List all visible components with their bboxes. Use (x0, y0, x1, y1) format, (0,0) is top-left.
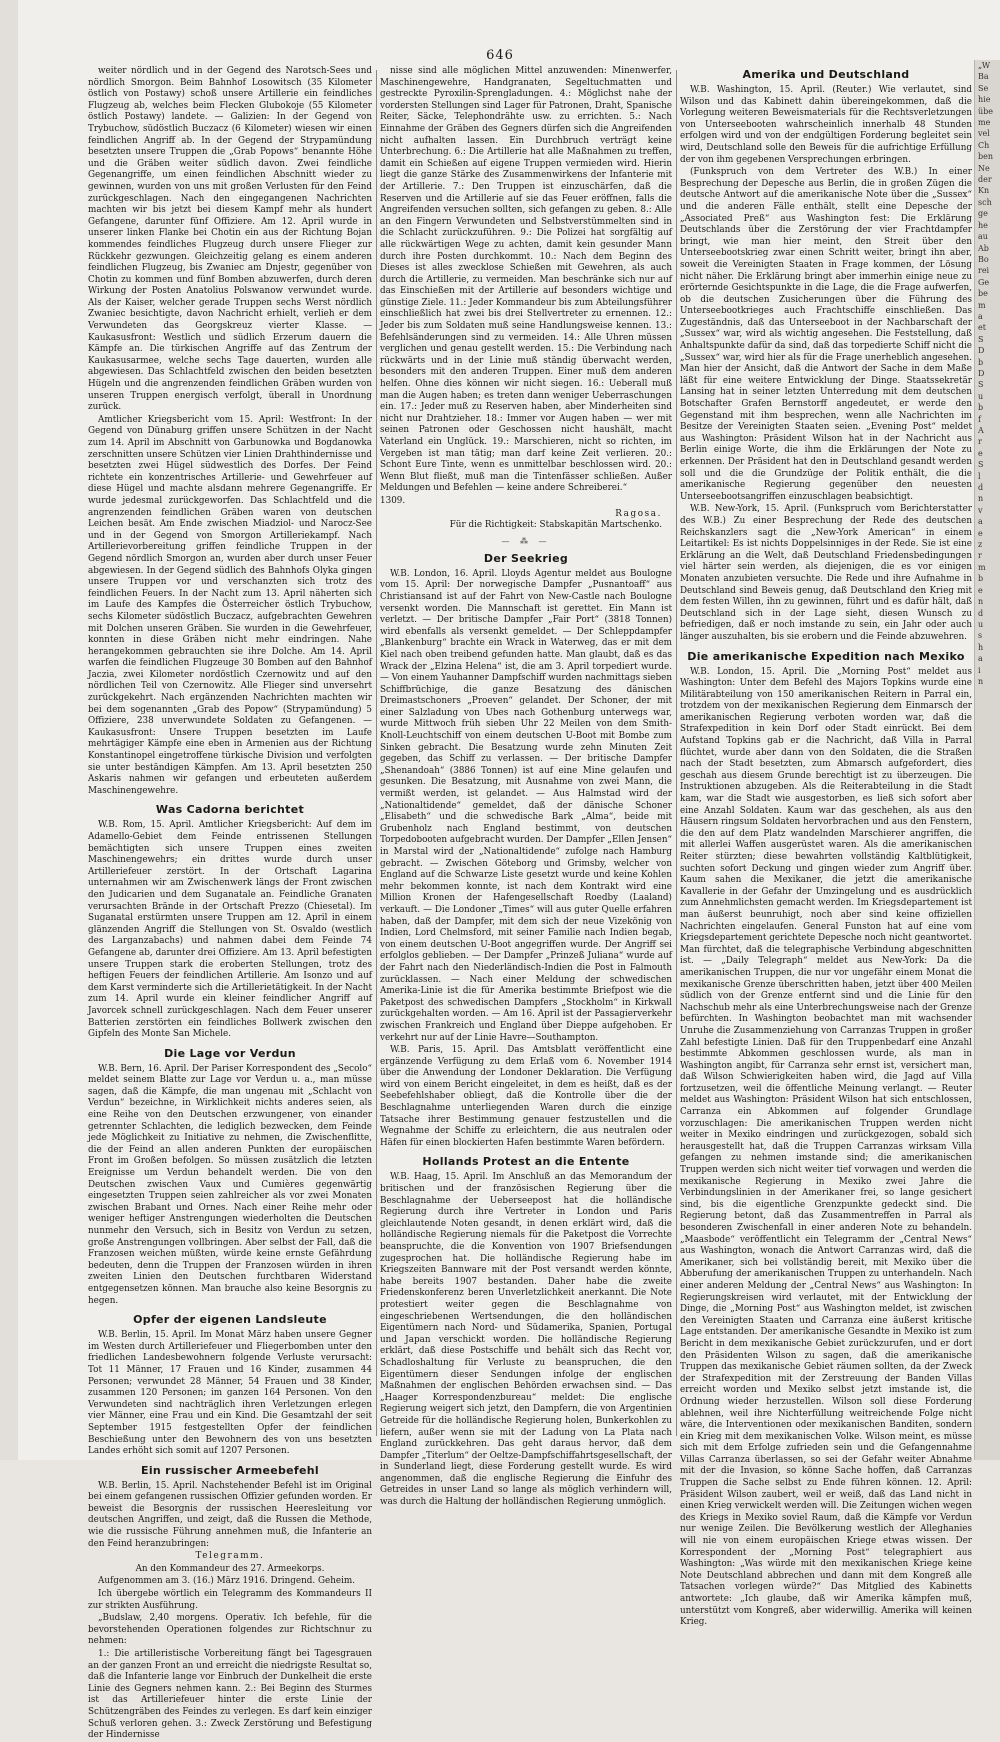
edge-fragment: u (978, 391, 984, 401)
column-1 (88, 66, 372, 1741)
article-text: W.B. Berlin, 15. April. Im Monat März haben unsere Gegner im Westen durch Artilleriefeuer und Fliegerbomben unter den friedlichen Landesbewohnern folgende Verluste verursacht: Tot 11 Männer, 17 Frauen und 16 Kinder, zusammen 44 Personen; verwundet 28 Männer, 54 Frauen und 38 Kinder, zusammen 120 Personen; im ganzen 164 Personen. Von den Verwundeten sind nachträglich ihren Verletzungen erlegen vier Männer, eine Frau und ein Kind. Die Gesamtzahl der seit September 1915 festgestellten Opfer der feindlichen Beschießung unter den Bewohnern des von uns besetzten Landes erhöht sich somit auf 1207 Personen. (88, 1330, 372, 1457)
edge-fragment: ge (978, 209, 988, 219)
article-text: weiter nördlich und in der Gegend des Narotsch-Sees und nördlich Smorgon. Beim Bahnhof Losowitsch (35 Kilometer östlich von Postawy) schoß unsere Artillerie ein feindliches Flugzeug ab, welches beim Flecken Glubokoje (55 Kilometer östlich Postawy) landete. — Galizien: In der Gegend von Trybuchow, südöstlich Buczacz (6 Kilometer) wiesen wir einen feindlichen Angriff ab. In der Gegend der Strypamündung besetzten unsere Truppen die „Grab Popows“ benannte Höhe und die Gräben weiter südlich davon. Zwei feindliche Gegenangriffe, um einen feindlichen Abschnitt wieder zu gewinnen, wurden von uns mit großen Verlusten für den Feind zurückgeschlagen. Nach den eingegangenen Nachrichten machten wir bis jetzt bei diesem Kampf mehr als hundert Gefangene, darunter fünf Offiziere. Am 12. April wurde in unserer linken Flanke bei Chotin ein aus der Richtung Bojan kommendes feindliches Flugzeug durch unsere Flieger zur Rückkehr gezwungen. Gleichzeitig gelang es einem anderen feindlichen Flugzeug, bis Zwaniec am Dnjestr, gegenüber von Chotin zu kommen und fünf Bomben abzuwerfen, durch deren Wirkung der Posten Anatolius Polswanow verwundet wurde. Als der Kaiser, welcher gerade Truppen sechs Werst nördlich Zwaniec besichtigte, davon Nachricht erhielt, verlieh er dem Verwundeten das Georgskreuz vierter Klasse. — Kaukasusfront: Westlich und südlich Erzerum dauern die Kämpfe an. Die türkischen Angriffe auf das Zentrum der Kaukasusarmee, welche sechs Tage dauerten, wurden alle abgewiesen. Das Schlachtfeld zwischen den beiden besetzten Hügeln und die angrenzenden feindlichen Gräben wurden von unseren Truppen energisch verfolgt, überall in Unordnung zurück. (88, 66, 372, 413)
telegram-line: Ich übergebe wörtlich ein Telegramm des Kommandeurs II zur strikten Ausführung. (88, 1589, 372, 1611)
edge-fragment: l (978, 471, 981, 481)
telegram-line: 1.: Die artilleristische Vorbereitung fängt bei Tagesgrauen an der ganzen Front an und erreicht die niedrigste Resultat so, daß die Infanterie lange vor Einbruch der Dunkelheit die erste Linie des Gegners nehmen kann. 2.: Bei Beginn des Sturmes ist das Artilleriefeuer hinter die erste Linie der Schützengräben des Feindes zu verlegen. Es darf kein einziger Schuß verloren gehen. 3.: Zweck Zerstörung und Befestigung der Hindernisse (88, 1649, 372, 1741)
article-text: W.B. Paris, 15. April. Das Amtsblatt veröffentlicht eine ergänzende Verfügung zu dem Erlaß vom 6. November 1914 über die Anwendung der Londoner Deklaration. Die Verfügung wird von einem Bericht eingeleitet, in dem es heißt, daß es der Seebefehlshaber obliegt, daß die Kontrolle über die der Beschlagnahme unterliegenden Waren durch die einzige Tatsache ihrer Bestimmung genauer festzustellen und die Wegnahme der Schiffe zu erleichtern, die aus neutralen oder Häfen für einen blockierten Hafen bestimmte Waren befördern. (380, 1045, 672, 1148)
headline-mexiko: Die amerikanische Expedition nach Mexiko (687, 649, 965, 663)
article-text: W.B. London, 15. April. Die „Morning Post“ meldet aus Washington: Unter dem Befehl des Majors Topkins wurde eine Militärabteilung von 150 amerikanischen Reitern in Parral ein, trotzdem von der mexikanischen Regierung dem Einmarsch der amerikanischen Regierung verboten worden war, daß die Strafexpedition in kein Dorf oder Stadt einrückt. Bei dem Aufstand Topkins gab er die Nachricht, daß Villa in Parral flüchtet, wurde aber dann von den Soldaten, die die Straßen nach der Stadt besetzten, zum Abmarsch aufgefordert, dies geschah aus diesem Grunde berechtigt ist zu überzeugen. Die Instruktionen abzugeben. Als die Reiterabteilung in die Stadt kam, war die Stadt wie ausgestorben, es ließ sich sofort aber eine Anzahl Soldaten. Kaum war das geschehen, als aus den Häusern ringsum Soldaten hervorbrachen und aus den Fenstern, die den auf dem Platz wandelnden Marschierer angriffen, die mit allerlei Waffen ausgerüstet waren. Als die amerikanischen Reiter stürzten; diese bewahrten vollständig Kaltblütigkeit, suchten sofort Deckung und gingen wieder zum Angriff über. Kaum sahen die Mexikaner, die jetzt die amerikanische Kavallerie in der Gefahr der Umzingelung und es ausdrücklich zum Annehmlichsten gemacht werden. Im Kriegsdepartement ist man äußerst beunruhigt, noch aber sind keine offiziellen Nachrichten eingelaufen. General Funston hat auf eine vom Kriegsdepartement gerichtete Depesche noch nicht geantwortet. Man fürchtet, daß die telegraphische Verbindung abgeschnitten ist. — „Daily Telegraph“ meldet aus New-York: Da die amerikanischen Truppen, die nur vor ungefähr einem Monat die mexikanische Grenze überschritten haben, jetzt über 400 Meilen südlich von der Grenze entfernt sind und die Linie für den Nachschub mehr als eine Unterbrechungsweise nach der Grenze befürchten. In Washington beobachtet man mit wachsender Unruhe die Zusammenziehung von Carranzas Truppen in großer Zahl befestigte Linien. Daß für den Truppenbedarf eine Anzahl bestimmte Abkommen geschlossen wurde, als man in Washington angibt, für Carranza sehr ernst ist, versichert man, daß Wilson Schwierigkeiten haben wird, die Jagd auf Villa fortzusetzen, weil die öffentliche Meinung verlangt. — Reuter meldet aus Washington: Präsident Wilson hat sich entschlossen, Carranza ein Abkommen auf folgender Grundlage vorzuschlagen: Die amerikanischen Truppen werden nicht weiter in Mexiko eindringen und zurückgezogen, sobald sich herausgestellt hat, daß die Truppen Carranzas wirksam Villa gefangen zu nehmen imstande sind; die amerikanischen Truppen werden sich nicht weiter tief vorwagen und werden die mexikanische Regierung in Mexiko zwei Jahre die Verbindungslinien in der Amerikaner frei, so lange gesichert sind, bis die eigentliche Grenzpunkte gedeckt sind. Die Regierung betont, daß das Zusammentreffen in Parral als besonderen Zwischenfall in einer anderen Note zu behandeln. „Maasbode“ veröffentlicht ein Telegramm der „Central News“ aus Washington, wonach die Antwort Carranzas wird, daß die Amerikaner, sich bei vollständig bereit, mit Mexiko über die Abberufung der amerikanischen Truppen zu unterhandeln. Nach einer anderen Meldung der „Central News“ aus Washington: In Regierungskreisen wird verlautet, mit der Entwicklung der Dinge, die „Morning Post“ aus Washington meldet, ist zwischen den Vereinigten Staaten und Carranza eine äußerst kritische Lage entstanden. Der amerikanische Gesandte in Mexiko ist zum Bericht in dem mexikanische Gebiet zurückzurufen, und er dort den Präsidenten Wilson zu sagen, daß die amerikanische Truppen das mexikanische Gebiet räumen sollten, da der Zweck der Strafexpedition mit der Zerstreuung der Banden Villas erreicht worden und Mexiko selbst jetzt imstande ist, die Ordnung wieder herzustellen. Wilson soll diese Forderung ablehnen, weil ihre Nichterfüllung weitreichende Folge nicht wäre, die Interventionen oder mexikanischen Banditen, sondern ein Krieg mit dem mexikanischen Volke. Wilson meint, es müsse sich mit dem Erfolge zufrieden sein und die Gefangennahme Villas Carranza überlassen, so sei der Gefahr weiter Abnahme mit der die Invasion, so könne Sache hoffen, daß Carranzas Truppen die Sache selbst zu Ende führen können. 12. April: Präsident Wilson zaubert, weil er weiß, daß das Land nicht in einen Krieg verwickelt werden will. Die Zeitungen wichen wegen des Kriegs in Mexiko soviel Raum, daß die Kämpfe vor Verdun nur wenige Zeilen. Die Bevölkerung westlich der Alleghanies will nie von einem europäischen Kriege etwas wissen. Der Korrespondent der „Morning Post“ telegraphiert aus Washington: „Was würde mit den mexikanischen Kriege keine Note Deutschland abbrechen und dann mit dem Kongreß alle Tatsachen vorlegen würde?“ Das Mitglied des Kabinetts antwortete: „Ich glaube, daß wir Amerika kämpfen muß, unterstützt vom Kongreß, aber widerwillig. Amerika will keinen Krieg. (680, 666, 972, 1628)
edge-fragment: s (978, 631, 983, 641)
article-text: (Funkspruch von dem Vertreter des W.B.) In einer Besprechung der Depesche aus Berlin, die in großen Zügen die deutsche Antwort auf die amerikanische Note über die „Sussex“ und die anderen Fälle enthält, stellt eine Depesche der „Associated Preß“ aus Washington fest: Die Erklärung Deutschlands über die Zerstörung der vier Frachtdampfer bringt, wie man hier meint, den Streit über den Unterseebootskrieg zwar einen Schritt weiter, bringt ihn aber, soweit die Vereinigten Staaten in Frage kommen, der Lösung nicht näher. Die Erklärung bringt aber immerhin einige neue zu erörternde Gesichtspunkte in die Lage, die die Frage aufwerfen, ob die deutschen Zusicherungen über die Führung des Unterseebootkrieges auch Frachtschiffe einschließen. Das Zugeständnis, daß das Unterseeboot in der Nachbarschaft der „Sussex“ war, wird als wichtig angesehen. Die Feststellung, daß Anhaltspunkte dafür da sind, daß das torpedierte Schiff nicht die „Sussex“ war, wird hier als für die Frage unerheblich angesehen. Man hier der Ansicht, daß die Antwort der Sache in dem Maße läßt für eine weitere Entwicklung der Dinge. Staatssekretär Lansing hat in seiner letzten Unterredung mit dem deutschen Botschafter Grafen Bernstorff angedeutet, er werde den Gegenstand mit ihm besprechen, wenn alle Nachrichten im Besitze der Vereinigten Staaten seien. „Evening Post“ meldet aus Washington: Präsident Wilson hat in der Nachricht aus Berlin einige Worte, die ihm die Erklärungen der Note zu erkennen. Der Präsident hat den in Deutschland gesandt werden soll und die die Grundzüge der Politik enthält, die die amerikanische Regierung gegenüber den neuesten Unterseebootsangriffen einzuschlagen beabsichtigt. (680, 167, 972, 502)
edge-fragment: h (978, 642, 984, 652)
edge-fragment: b (978, 357, 984, 367)
headline-armeebefehl: Ein russischer Armeebefehl (141, 1463, 319, 1477)
edge-fragment: au (978, 232, 988, 242)
edge-fragment: d (978, 608, 984, 618)
edge-fragment: a (978, 311, 983, 321)
binding-gutter (0, 0, 18, 1460)
edge-fragment: m (978, 300, 986, 310)
section-ornament: — ⁂ — (501, 536, 551, 546)
edge-fragment: A (978, 426, 984, 435)
column-2 (380, 66, 672, 1508)
edge-fragment: n (978, 597, 984, 607)
edge-fragment: z (978, 540, 983, 550)
edge-fragment: rei (978, 266, 990, 276)
edge-fragment: D (978, 368, 985, 378)
article-text: W.B. London, 16. April. Lloyds Agentur meldet aus Boulogne vom 15. April: Der norwegische Dampfer „Pusnantoaff“ aus Christiansand ist auf der Fahrt von New-Castle nach Boulogne versenkt worden. Die Mannschaft ist gerettet. Ein Mann ist verletzt. — Der britische Dampfer „Fair Port“ (3818 Tonnen) wird ebenfalls als versenkt gemeldet. — Der Schleppdampfer „Blankenburg“ brachte ein Wrack in Waterweg, das er mit dem Kiel nach oben treibend gefunden hatte. Man glaubt, daß es das Wrack der „Elzina Helena“ ist, die am 3. April torpediert wurde. — Von einem Yauhanner Dampfschiff wurden nachmittags sieben Schiffbrüchige, die ganze Besatzung des dänischen Dreimastschoners „Proeven“ gelandet. Der Schoner, der mit einer Salzladung von Ubes nach Gothenburg unterwegs war, wurde Mittwoch früh sieben Uhr 22 Meilen von dem Smith-Knoll-Leuchtschiff von einem deutschen U-Boot mit Bombe zum Sinken gebracht. Die Besatzung wurde zehn Minuten Zeit gegeben, das Schiff zu verlassen. — Der britische Dampfer „Shenandoah“ (3886 Tonnen) ist auf eine Mine gelaufen und gesunken. Die Besatzung, mit Ausnahme von zwei Mann, die vermißt werden, ist gelandet. — Aus Halmstad wird der „Nationaltidende“ gemeldet, daß der dänische Schoner „Elisabeth“ und die schwedische Bark „Alma“, beide mit Grubenholz nach England bestimmt, von deutschen Torpedobooten aufgebracht wurden. Der Dampfer „Ellen Jensen“ in Marstal wird der „Nationaltidende“ zufolge nach Hamburg gebracht. — Zwischen Göteborg und Grimsby, welcher von England auf die Schwarze Liste gesetzt wurde und keine Kohlen mehr bekommen konnte, ist nach dem Kontrakt wird eine Million Kronen der Hafengesellschaft Roedby (Laaland) verkauft. — Die Londoner „Times“ will aus guter Quelle erfahren haben, daß der Dampfer, mit dem sich der neue Vizekönig von Indien, Lord Chelmsford, mit seiner Familie nach Indien begab, von einem deutschen U-Boot angegriffen wurde. Der Angriff sei erfolglos geblieben. — Der Dampfer „Prinzeß Juliana“ wurde auf der Fahrt nach den Niederländisch-Indien die Post in Falmouth zurücklassen. — Nach einer Meldung der schwedischen Amerika-Linie ist die für Amerika bestimmte Briefpost wie die Paketpost des schwedischen Dampfers „Stockholm“ in Kirkwall zurückgehalten worden. — Am 16. April ist der Passagierverkehr zwischen Frankreich und England über Dieppe aufgehoben. Er verkehrt nur auf der Linie Havre—Southampton. (380, 568, 672, 1043)
edge-fragment: i (978, 665, 981, 675)
headline-hollands-protest: Hollands Protest an die Entente (422, 1155, 630, 1169)
edge-fragment: f (978, 414, 981, 424)
article-text: W.B. Washington, 15. April. (Reuter.) Wie verlautet, sind Wilson und das Kabinett dahin übereingekommen, daß die Vorlegung weiteren Beweismaterials für die Rechtsverletzungen von Unterseebooten wahrscheinlich innerhalb 48 Stunden erfolgen wird und von der endgültigen Forderung begleitet sein wird, Deutschland solle den Beweis für die aufrichtige Erfüllung der von ihm gegebenen Versprechungen erbringen. (680, 85, 972, 165)
article-text: Amtlicher Kriegsbericht vom 15. April: Westfront: In der Gegend von Dünaburg griffen unsere Schützen in der Nacht zum 14. April im Abschnitt von Garbunowka und Bogdanowka zerschnitten unsere Schützen vier Linien Drahthindernisse und besetzten zwei Hügel südwestlich des Dorfes. Der Feind richtete ein konzentrisches Artillerie- und Gewehrfeuer auf diese Hügel und machte alsdann mehrere Gegenangriffe. Er wurde jedesmal zurückgeworfen. Das Schlachtfeld und die angrenzenden feindlichen Gräben waren von deutschen Leichen besät. Am Ende zwischen Miadziol- und Narocz-See und in der Gegend von Smorgon Artilleriekampf. Nach Artillerievorbereitung griffen feindliche Truppen in der Gegend nördlich Smorgon an, wurden aber durch unser Feuer abgewiesen. In der Gegend südlich des Bahnhofs Olyka gingen unsere Truppen vor und verschanzten sich trotz des feindlichen Feuers. In der Nacht zum 13. April näherten sich im Laufe des Kampfes die Österreicher östlich Trybuchow, sechs Kilometer südöstlich Buczacz, aufgebrachten Gewehren mit Dolchen unseren Gräben. Sie wurden in die Gewehrfeuer, konnten in diese Gräben nicht mehr eindringen. Nahe herangekommen gebrauchten sie ihre Dolche. Am 14. April warfen die feindlichen Flugzeuge 30 Bomben auf den Bahnhof Jaczia, zwei Kilometer nordöstlich Czernowitz und auf den nördlichen Teil von Czernowitz. Alle Flieger sind unversehrt zurückgekehrt. Nach ergänzenden Nachrichten machten wir bei dem sogenannten „Grab des Popow“ (Strypamündung) 5 Offiziere, 238 unverwundete Soldaten zu Gefangenen. — Kaukasusfront: Unsere Truppen besetzten im Laufe mehrtägiger Kämpfe eine eben in Armenien aus der Richtung Konstantinopel eingetroffene türkische Division und verfolgten sie unter beständigen Kämpfen. Am 13. April besetzten 250 Askaris nahmen wir gefangen und erbeuteten außerdem Maschinengewehre. (88, 414, 372, 796)
edge-fragment: Ne (978, 163, 990, 173)
edge-fragment: n (978, 494, 984, 504)
edge-fragment: e (978, 585, 983, 595)
edge-fragment: d (978, 483, 984, 493)
edge-fragment: e (978, 528, 983, 538)
headline-verdun: Die Lage vor Verdun (164, 1046, 296, 1060)
edge-fragment: Se (978, 83, 989, 93)
edge-fragment: S (978, 334, 984, 344)
telegram-line: Aufgenommen am 3. (16.) März 1916. Dringend. Geheim. (98, 1576, 356, 1587)
edge-fragment: b (978, 403, 984, 413)
edge-fragment: me (978, 118, 991, 128)
edge-fragment: r (978, 551, 982, 561)
edge-fragment: Ge (978, 277, 990, 287)
edge-fragment: m (978, 562, 986, 572)
edge-fragment: e (978, 448, 983, 458)
order-number: 1309. (380, 495, 406, 506)
edge-fragment: vel (978, 129, 990, 139)
column-rule (376, 70, 377, 1436)
edge-fragment: a (978, 654, 983, 664)
edge-fragment: v (978, 505, 983, 515)
column-rule (676, 70, 677, 1436)
telegram-line: „Budslaw, 2,40 morgens. Operativ. Ich befehle, für die bevorstehenden Operationen folgendes zur Richtschnur zu nehmen: (88, 1613, 372, 1647)
edge-fragment: et (978, 323, 986, 333)
edge-fragment: hie (978, 95, 991, 105)
edge-fragment: Ab (978, 243, 989, 253)
edge-fragment: he (978, 220, 988, 230)
telegram-label: Telegramm. (195, 1551, 265, 1562)
article-text: W.B. Berlin, 15. April. Nachstehender Befehl ist im Original bei einem gefangenen russischen Offizier gefunden worden. Er beweist die Besorgnis der russischen Heeresleitung vor deutschen Angriffen, und zeigt, daß die Russen die Methode, wie die russische Führung annehmen muß, die Infanterie an den Feind heranzubringen: (88, 1480, 372, 1549)
headline-seekrieg: Der Seekrieg (483, 551, 569, 565)
edge-fragment: der (978, 175, 992, 185)
article-text: W.B. New-York, 15. April. (Funkspruch vom Berichterstatter des W.B.) Zu einer Besprechung der Rede des deutschen Reichskanzlers sagt die „New-York American“ in einem Leitartikel: Es ist nichts Doppelsinniges in der Rede. Sie ist eine Erklärung an die Welt, daß Deutschland Friedensbedingungen viel härter sein werden, als diejenigen, die es vor einigen Monaten anzubieten versuchte. Die Rede und ihre Aufnahme in Deutschland sind Beweis genug, daß Deutschland den Krieg mit dem festen Willen, ihn zu gewinnen, führt und es dafür hält, daß Deutschland sich in der Lage sieht, diesen Wunsch zu befriedigen, daß er noch imstande zu sein, ein Jahr oder auch länger auszuhalten, bis sie erobern und die Feinde abzuwehren. (680, 504, 972, 642)
page-number: 646 (486, 48, 514, 63)
edge-fragment: Ch (978, 140, 990, 150)
edge-fragment: be (978, 289, 988, 299)
article-text: W.B. Rom, 15. April. Amtlicher Kriegsbericht: Auf dem im Adamello-Gebiet dem Feinde entrissenen Stellungen bemächtigten sich unsere Truppen eines zweiten Maschinengewehrs; ein drittes wurde durch unser Artilleriefeuer zerstört. In der Ortschaft Lagarina unternahmen wir am Zwischenwerk längs der Front zwischen den Judicarien und dem Suganatale an. Feindliche Granaten verursachten Brände in der Ortschaft Prezzo (Chiesetal). Im Suganatal erstürmten unsere Truppen am 12. April in einem glänzenden Angriff die Stellungen von St. Osvaldo (westlich des Larganzabachs) und nahmen dabei dem Feinde 74 Gefangene ab, darunter drei Offiziere. Am 13. April befestigten unsere Truppen stark die eroberten Stellungen, trotz des heftigen Feuers der feindlichen Artillerie. Am Isonzo und auf dem Karst verminderte sich die Artillerietätigkeit. In der Nacht zum 14. April wurde ein kleiner feindlicher Angriff auf Javorcek schnell zurückgeschlagen. Nach dem Feuer unserer Batterien zerstörten ein feindliches Bollwerk zwischen den Gipfeln des Monte San Michele. (88, 820, 372, 1040)
edge-fragment: Ba (978, 72, 989, 82)
edge-fragment: Bo (978, 254, 989, 264)
column-3 (680, 66, 972, 1628)
edge-fragment: D (978, 346, 985, 356)
edge-fragment: Kn (978, 186, 990, 196)
signature-name: Ragosa. (615, 508, 662, 519)
article-text: W.B. Bern, 16. April. Der Pariser Korrespondent des „Secolo“ meldet seinem Blatte zur Lage vor Verdun u. a., man müsse sagen, daß die Kämpfe, die man ungenau mit „Schlacht von Verdun“ bezeichne, in Wirklichkeit nichts anderes seien, als eine Reihe von den Deutschen erzwungener, von einander getrennter Schlachten, die lediglich bezwecken, dem Feinde jede Möglichkeit zu Initiative zu nehmen, die Zwischenflitte, die der Feind an allen anderen Punkten der europäischen Front im Großen befolgen. So müssen zusätzlich die letzten Ereignisse um Verdun behandelt werden. Die von den Deutschen zwischen Vaux und Cumières gegenwärtig eingesetzten Truppen seien zahlreicher als vor zwei Monaten zwischen Brabant und Ornes. Nach einer Reihe mehr oder weniger heftiger Anstrengungen wiederholten die Deutschen nunmehr den Versuch, sich in Besitz von Verdun zu setzen, große Anstrengungen vollbringen. Aber selbst der Fall, daß die Franzosen weichen müßten, würde keine ernste Gefährdung bedeuten, denn die Truppen der Franzosen würden in ihren zweiten Linien den Deutschen furchtbaren Widerstand entgegensetzen können. Man brauche also keine Besorgnis zu hegen. (88, 1063, 372, 1306)
edge-fragment: u (978, 619, 984, 629)
edge-fragment: a (978, 517, 983, 527)
edge-fragment: sch (978, 197, 992, 207)
article-text: nisse sind alle möglichen Mittel anzuwenden: Minenwerfer, Maschinengewehre, Handgranaten, Segeltuchmatten und gestreckte Pyroxilin-Sprengladungen. 4.: Möglichst nahe der vordersten Stellungen sind Lager für Patronen, Draht, Spanische Reiter, Säcke, Telephondrähte usw. zu errichten. 5.: Nach Einnahme der Gräben des Gegners dürfen sich die Angreifenden nicht aufhalten lassen. Ein Durchbruch verträgt keine Unterbrechung. 6.: Die Artillerie hat alle Maßnahmen zu treffen, damit ein Schießen auf eigene Truppen vermieden wird. Hierin liegt die ganze Stärke des Zusammenwirkens der Infanterie mit der Artillerie. 7.: Den Truppen ist einzuschärfen, daß die Reserven und die Artillerie auf sie das Feuer eröffnen, falls die Angreifenden versuchen sollten, sich gefangen zu geben. 8.: Alle an den Fingern Verwundeten und Selbstverstümmelten sind in die Schlacht zurückzuführen. 9.: Die Polizei hat sorgfältig auf alle rückwärtigen Wege zu achten, damit kein gesunder Mann durch ihre Posten durchkommt. 10.: Nach dem Beginn des Dieses ist alles zwecklose Schießen mit Gewehren, als auch durch die Artillerie, zu vermeiden. Man beschränke sich nur auf das Einschießen mit der Artillerie auf besonders wichtige und günstige Ziele. 11.: Jeder Kommandeur bis zum Abteilungsführer einschließlich hat zwei bis drei Stellvertreter zu ernennen. 12.: Jeder bis zum Soldaten muß seine Handlungsweise kennen. 13.: Befehlsänderungen sind zu vermeiden. 14.: Alle Uhren müssen verglichen und genau gestellt werden. 15.: Die Verbindung nach rückwärts und in der Linie muß ständig überwacht werden, besonders mit den anderen Truppen. Einer muß dem anderen helfen. Ohne dies können wir nicht siegen. 16.: Ueberall muß man die Augen haben; es treten dann weniger Ueberraschungen ein. 17.: Jeder muß zu Reserven haben, aber Minderheiten sind nicht nur Drahtzieher. 18.: Immer vor Augen haben — wer mit seinen Patronen oder Geschossen nicht haushält, macht Vaterland ein Unglück. 19.: Marschieren, nicht so richten, im Vergeben ist man tätig; man darf keine Zeit verlieren. 20.: Schont Eure Tinte, wenn es unmittelbar beschlossen wird. 20.: Wenn Blut fließt, muß man die Tintenfässer schließen. Außer Meldungen und Befehlen — keine andere Schreiberei.“ (380, 66, 672, 494)
headline-amerika: Amerika und Deutschland (742, 68, 910, 81)
edge-fragment: n (978, 676, 984, 686)
headline-cadorna: Was Cadorna berichtet (155, 803, 305, 817)
adjacent-page-edge (974, 60, 1000, 1460)
signature-certification: Für die Richtigkeit: Stabskapitän Martschenko. (449, 520, 662, 531)
edge-fragment: „W (978, 61, 991, 70)
edge-fragment: r (978, 437, 982, 447)
edge-fragment: übe (978, 106, 994, 116)
headline-opfer: Opfer der eigenen Landsleute (133, 1313, 327, 1327)
edge-fragment: ben (978, 152, 994, 162)
edge-fragment: S (978, 380, 984, 390)
edge-fragment: b (978, 574, 984, 584)
article-text: W.B. Haag, 15. April. Im Anschluß an das Memorandum der britischen und der französischen Regierung über die Beschlagnahme der Ueberseepost hat die holländische Regierung durch ihre Vertreter in London und Paris gleichlautende Noten gesandt, in denen erklärt wird, daß die holländische Regierung niemals für die Paketpost die Vorrechte beanspruchte, die die Konvention von 1907 Briefsendungen zugesprochen hat. Die holländische Regierung habe im Kriegszeiten Bannware mit der Post versandt werden könnte, habe bereits 1907 bestanden. Daher habe die zweite Friedenskonferenz beren Unverletzlichkeit anerkannt. Die Note protestiert weiter gegen die Beschlagnahme von eingeschriebenen Wertsendungen, die den holländischen Eigentümern nach Nord- und Südamerika, Spanien, Portugal und Japan verschickt worden. Die holländische Regierung erklärt, daß diese Postschiffe und behält sich das Recht vor, Schadloshaltung für Verluste zu beanspruchen, die den Eigentümern dieser Sendungen infolge der englischen Maßnahmen der englischen Behörden erwachsen sind. — Das „Haager Korrespondenzbureau“ meldet: Die englische Regierung weigert sich jetzt, den Dampfern, die von Argentinien Getreide für die holländische Regierung holen, Bunkerkohlen zu liefern, außer wenn sie mit der Ladung von La Plata nach England zurückkehren. Das geht daraus hervor, daß dem Dampfer „Titerlum“ der Oeltze-Dampfschiffahrtsgesellschaft, der in Sunderland liegt, diese Forderung gestellt wurde. Es wird angenommen, daß die englische Regierung die Einfuhr des Getreides in unser Land so lange als möglich verhindern will, was durch die Haltung der holländischen Regierung unmöglich. (380, 1172, 672, 1508)
edge-fragment: S (978, 460, 984, 470)
telegram-line: An den Kommandeur des 27. Armeekorps. (135, 1563, 325, 1574)
